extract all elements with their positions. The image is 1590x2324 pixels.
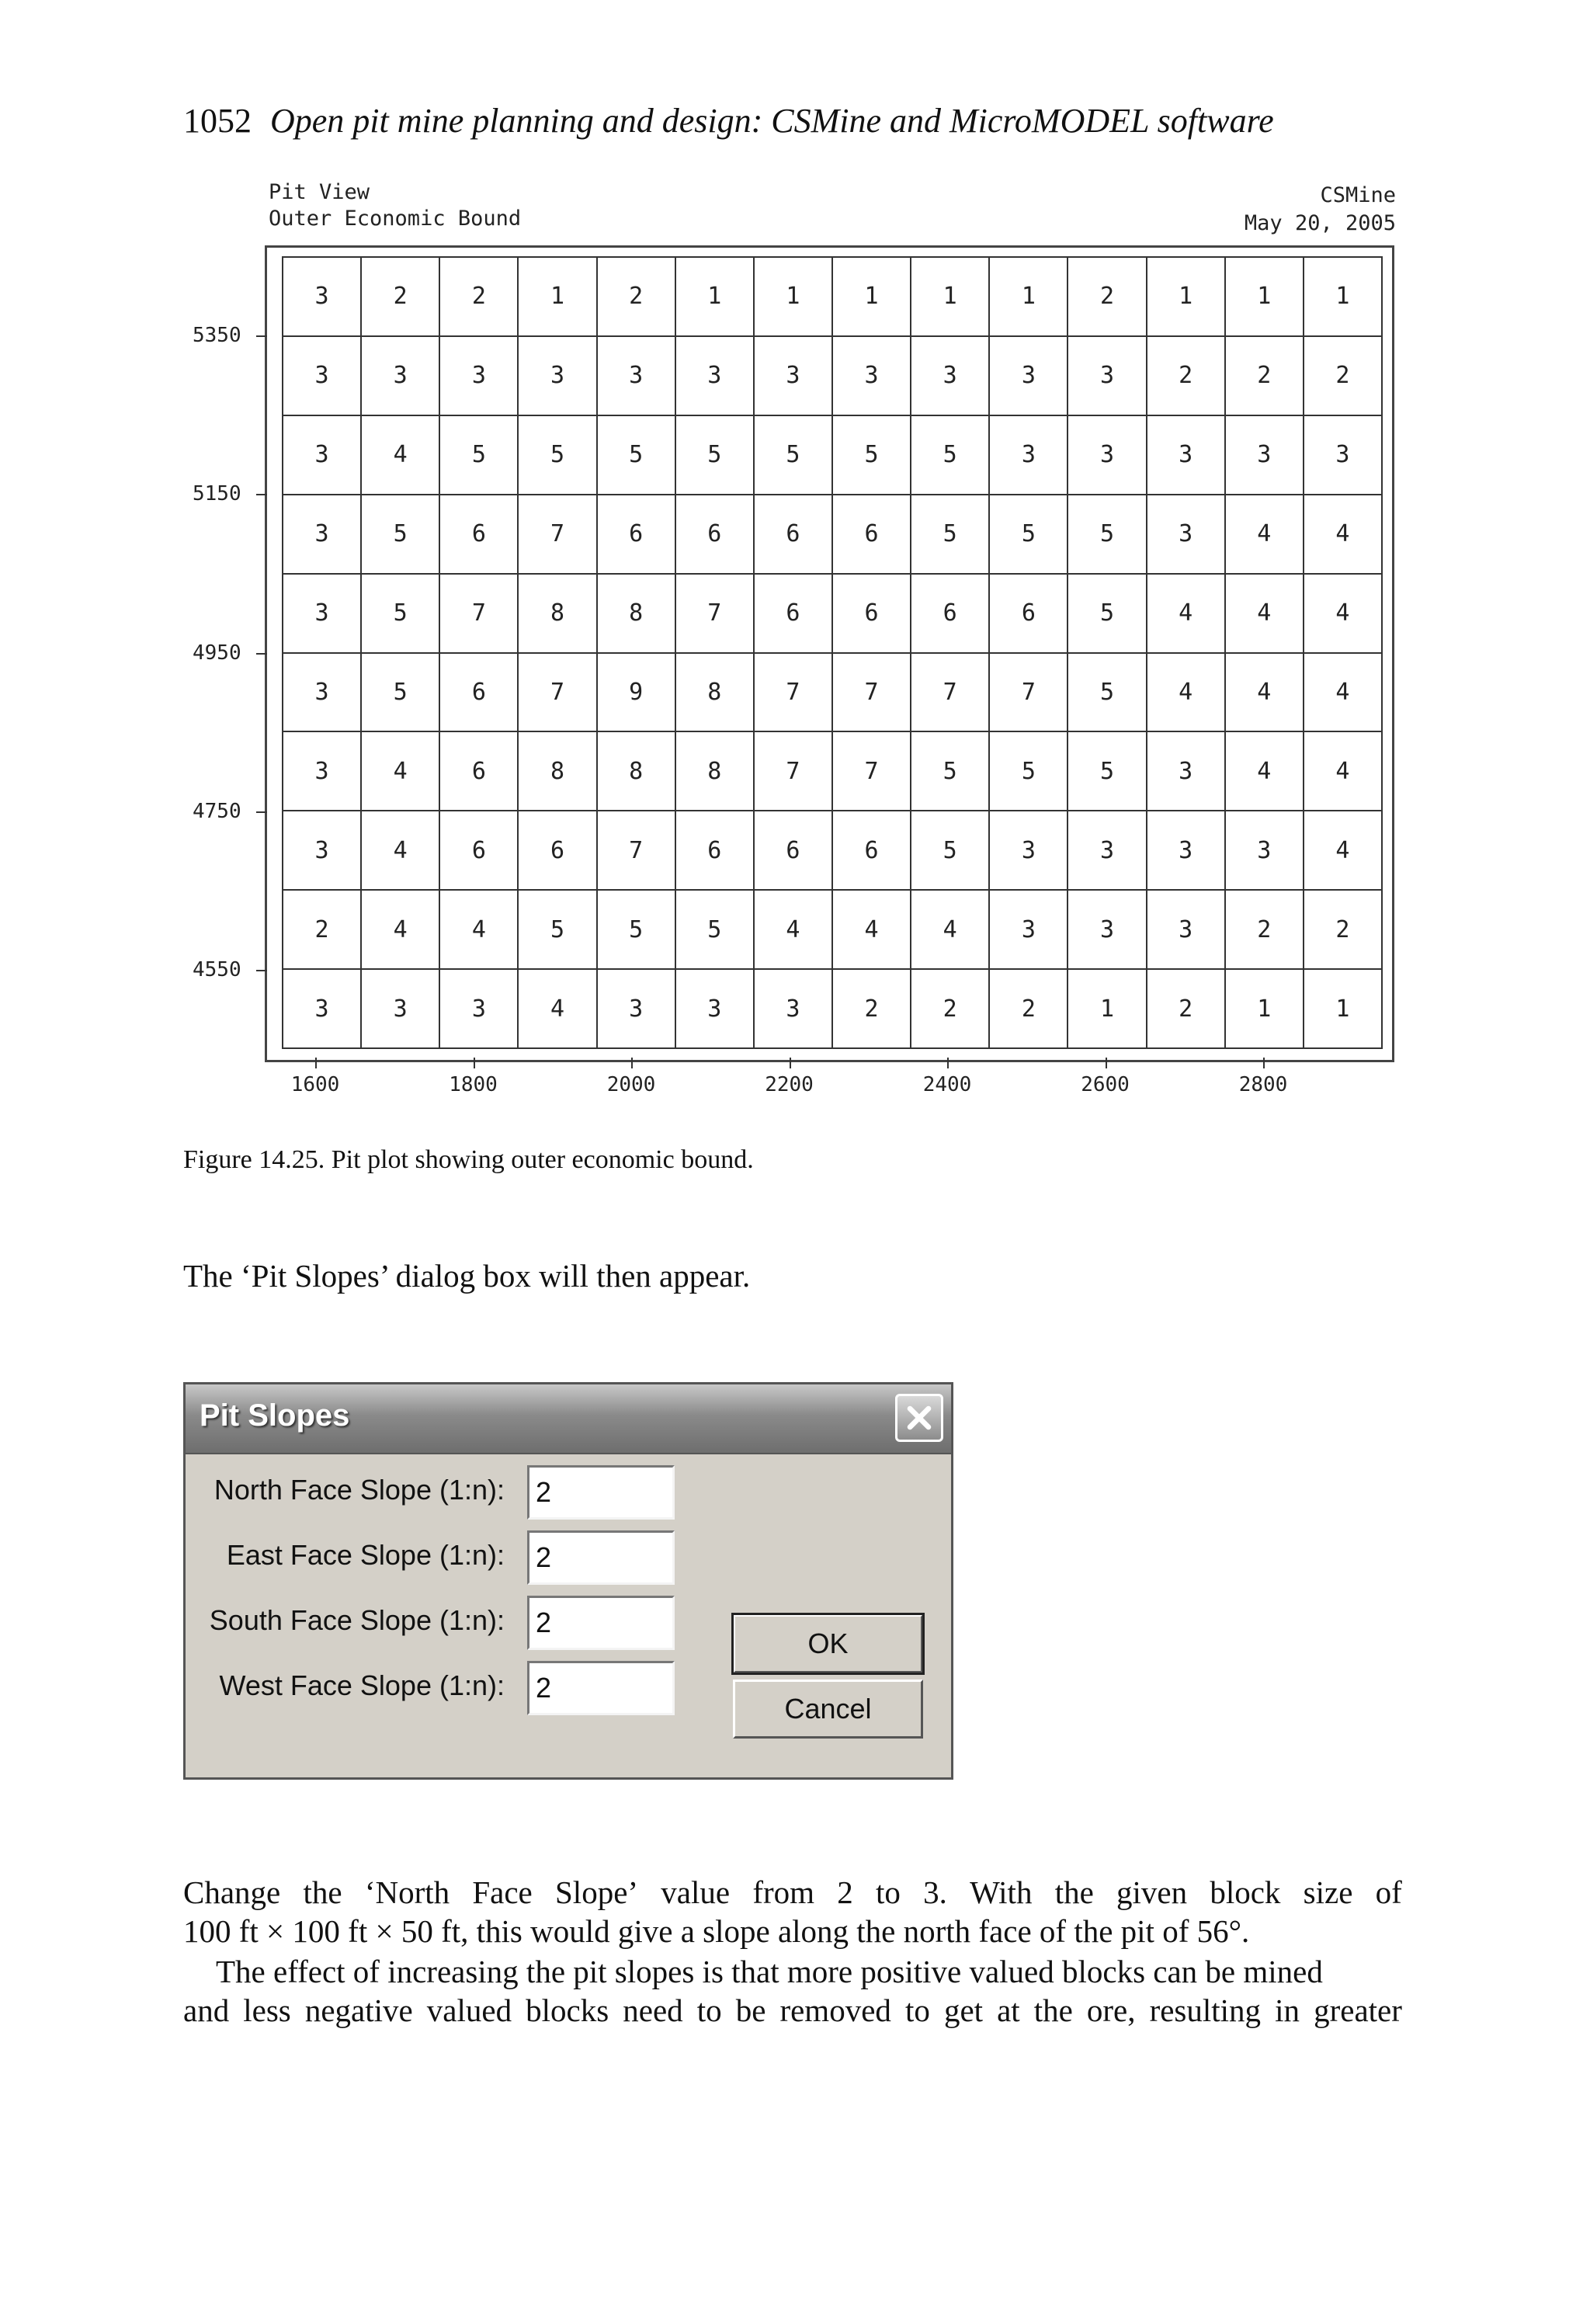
x-tick-mark (1106, 1058, 1107, 1068)
grid-cell: 3 (755, 337, 833, 416)
grid-cell: 3 (833, 337, 911, 416)
grid-cell: 6 (598, 495, 676, 575)
ok-button[interactable]: OK (733, 1614, 923, 1673)
grid-cell: 5 (519, 891, 597, 970)
grid-cell: 3 (283, 654, 362, 733)
grid-cell: 7 (440, 575, 519, 654)
grid-cell: 5 (833, 416, 911, 495)
x-tick-mark (631, 1058, 633, 1068)
south-face-slope-input[interactable] (527, 1596, 675, 1650)
word: be (735, 1992, 766, 2028)
grid-cell: 6 (676, 495, 755, 575)
word: get (943, 1992, 984, 2028)
word: ‘North (364, 1874, 450, 1910)
grid-cell: 5 (911, 416, 990, 495)
grid-cell: 6 (440, 811, 519, 891)
word: removed (779, 1992, 891, 2028)
word: ore, (1086, 1992, 1136, 2028)
grid-cell: 1 (1147, 258, 1226, 337)
grid-cell: 1 (1226, 970, 1304, 1049)
grid-cell: 6 (911, 575, 990, 654)
word: blocks (526, 1992, 609, 2028)
grid-cell: 4 (362, 811, 440, 891)
grid-cell: 6 (833, 495, 911, 575)
grid-cell: 3 (990, 811, 1068, 891)
grid-cell: 5 (1068, 654, 1147, 733)
y-tick-label: 5150 (193, 482, 241, 506)
x-tick-mark (1263, 1058, 1265, 1068)
grid-cell: 7 (519, 654, 597, 733)
y-tick-mark (256, 335, 267, 337)
word: and (183, 1992, 230, 2028)
grid-cell: 2 (1226, 337, 1304, 416)
grid-cell: 4 (362, 891, 440, 970)
grid-cell: 3 (283, 495, 362, 575)
grid-cell: 5 (1068, 575, 1147, 654)
grid-cell: 4 (519, 970, 597, 1049)
y-tick-label: 4750 (193, 799, 241, 823)
grid-cell: 3 (283, 732, 362, 811)
x-tick-label: 2400 (922, 1073, 972, 1096)
grid-cell: 2 (911, 970, 990, 1049)
plot-title: Pit View (269, 180, 370, 204)
grid-cell: 3 (362, 970, 440, 1049)
grid-cell: 2 (362, 258, 440, 337)
body-paragraph-2 (183, 1952, 1402, 2030)
grid-cell: 2 (598, 258, 676, 337)
grid-cell: 4 (1304, 575, 1383, 654)
grid-cell: 2 (1147, 337, 1226, 416)
grid-cell: 3 (755, 970, 833, 1049)
y-tick-mark (256, 653, 267, 655)
grid-cell: 7 (598, 811, 676, 891)
x-tick-label: 1800 (449, 1073, 498, 1096)
grid-cell: 2 (1226, 891, 1304, 970)
grid-cell: 4 (1304, 495, 1383, 575)
x-tick-label: 1600 (290, 1073, 340, 1096)
pit-grid (282, 256, 1383, 1049)
grid-cell: 3 (676, 970, 755, 1049)
grid-cell: 7 (519, 495, 597, 575)
x-tick-label: 2800 (1238, 1073, 1288, 1096)
grid-cell: 7 (676, 575, 755, 654)
intro-paragraph: The ‘Pit Slopes’ dialog box will then appear. (183, 1258, 751, 1294)
grid-cell: 6 (833, 575, 911, 654)
y-tick-label: 5350 (193, 324, 241, 348)
grid-cell: 9 (598, 654, 676, 733)
word: the (1033, 1992, 1073, 2028)
dialog-titlebar[interactable] (186, 1384, 951, 1454)
north-face-slope-input[interactable] (527, 1465, 675, 1520)
grid-cell: 4 (1304, 732, 1383, 811)
grid-cell: 4 (1226, 495, 1304, 575)
grid-cell: 7 (755, 654, 833, 733)
grid-cell: 3 (283, 258, 362, 337)
grid-cell: 2 (440, 258, 519, 337)
grid-cell: 2 (283, 891, 362, 970)
grid-cell: 3 (1068, 891, 1147, 970)
grid-cell: 3 (1304, 416, 1383, 495)
grid-cell: 5 (676, 416, 755, 495)
grid-cell: 1 (1226, 258, 1304, 337)
grid-cell: 3 (598, 337, 676, 416)
grid-cell: 6 (519, 811, 597, 891)
grid-cell: 2 (1147, 970, 1226, 1049)
grid-cell: 4 (1147, 654, 1226, 733)
para1-line1 (183, 1873, 1402, 1912)
plot-app-name: CSMine (1320, 183, 1396, 207)
grid-cell: 5 (362, 575, 440, 654)
grid-cell: 7 (833, 732, 911, 811)
grid-cell: 5 (598, 416, 676, 495)
grid-cell: 3 (283, 970, 362, 1049)
grid-cell: 5 (440, 416, 519, 495)
grid-cell: 4 (362, 416, 440, 495)
word: in (1275, 1992, 1300, 2028)
grid-cell: 3 (1226, 416, 1304, 495)
word: valued (426, 1992, 512, 2028)
grid-cell: 3 (1147, 416, 1226, 495)
word: to (904, 1992, 930, 2028)
y-tick-mark (256, 970, 267, 971)
grid-cell: 3 (283, 337, 362, 416)
grid-cell: 4 (1226, 654, 1304, 733)
x-tick-label: 2200 (765, 1073, 814, 1096)
plot-date: May 20, 2005 (1244, 211, 1396, 235)
cancel-button[interactable]: Cancel (733, 1680, 923, 1739)
grid-cell: 6 (755, 575, 833, 654)
grid-cell: 8 (519, 732, 597, 811)
east-face-slope-input[interactable] (527, 1530, 675, 1585)
grid-cell: 6 (676, 811, 755, 891)
grid-cell: 3 (990, 891, 1068, 970)
west-face-slope-label: West Face Slope (1:n): (219, 1669, 505, 1701)
dialog-title: Pit Slopes (200, 1398, 350, 1433)
word: block (1210, 1874, 1281, 1910)
grid-cell: 1 (833, 258, 911, 337)
grid-cell: 2 (833, 970, 911, 1049)
x-tick-label: 2000 (606, 1073, 656, 1096)
grid-cell: 5 (990, 495, 1068, 575)
grid-cell: 4 (1304, 654, 1383, 733)
word: greater (1314, 1992, 1402, 2028)
grid-cell: 7 (990, 654, 1068, 733)
grid-cell: 3 (1147, 495, 1226, 575)
grid-cell: 3 (990, 337, 1068, 416)
x-tick-mark (790, 1058, 791, 1068)
grid-cell: 4 (362, 732, 440, 811)
grid-cell: 3 (1068, 416, 1147, 495)
grid-cell: 3 (1068, 811, 1147, 891)
word: need (623, 1992, 683, 2028)
y-tick-mark (256, 494, 267, 495)
grid-cell: 3 (1147, 732, 1226, 811)
grid-cell: 2 (1304, 337, 1383, 416)
grid-cell: 6 (440, 732, 519, 811)
grid-cell: 1 (1304, 970, 1383, 1049)
grid-cell: 3 (440, 970, 519, 1049)
x-tick-mark (315, 1058, 317, 1068)
x-tick-label: 2600 (1081, 1073, 1130, 1096)
grid-cell: 5 (1068, 495, 1147, 575)
grid-cell: 2 (990, 970, 1068, 1049)
grid-cell: 1 (755, 258, 833, 337)
grid-cell: 1 (1304, 258, 1383, 337)
grid-cell: 3 (283, 811, 362, 891)
grid-cell: 1 (676, 258, 755, 337)
grid-cell: 8 (598, 732, 676, 811)
grid-cell: 8 (676, 654, 755, 733)
grid-cell: 6 (755, 495, 833, 575)
grid-cell: 3 (1226, 811, 1304, 891)
grid-cell: 3 (519, 337, 597, 416)
grid-cell: 2 (1068, 258, 1147, 337)
grid-cell: 5 (990, 732, 1068, 811)
word: resulting (1149, 1992, 1262, 2028)
figure-caption: Figure 14.25. Pit plot showing outer economic bound. (183, 1145, 754, 1174)
grid-cell: 4 (440, 891, 519, 970)
south-face-slope-label: South Face Slope (1:n): (209, 1604, 505, 1636)
grid-cell: 4 (911, 891, 990, 970)
grid-cell: 6 (755, 811, 833, 891)
grid-cell: 8 (519, 575, 597, 654)
word: Slope’ (555, 1874, 639, 1910)
word: negative (304, 1992, 413, 2028)
grid-cell: 5 (598, 891, 676, 970)
plot-subtitle: Outer Economic Bound (269, 207, 522, 231)
word: 2 (837, 1874, 853, 1910)
grid-cell: 5 (362, 654, 440, 733)
grid-cell: 7 (833, 654, 911, 733)
page-number: 1052 (183, 102, 252, 140)
word: less (243, 1992, 291, 2028)
grid-cell: 5 (911, 811, 990, 891)
grid-cell: 3 (990, 416, 1068, 495)
close-button[interactable] (895, 1394, 943, 1442)
grid-cell: 5 (519, 416, 597, 495)
running-title: Open pit mine planning and design: CSMine and MicroMODEL software (270, 102, 1274, 140)
body-paragraph-1 (183, 1873, 1402, 1951)
grid-cell: 1 (1068, 970, 1147, 1049)
grid-cell: 3 (1147, 891, 1226, 970)
y-tick-label: 4550 (193, 957, 241, 981)
word: the (303, 1874, 342, 1910)
pit-slopes-dialog (183, 1382, 953, 1780)
word: given (1116, 1874, 1188, 1910)
word: size (1303, 1874, 1353, 1910)
grid-cell: 3 (440, 337, 519, 416)
word: to (696, 1992, 722, 2028)
close-icon (906, 1405, 932, 1431)
east-face-slope-label: East Face Slope (1:n): (226, 1539, 505, 1571)
grid-cell: 6 (440, 495, 519, 575)
x-tick-mark (474, 1058, 475, 1068)
word: at (997, 1992, 1020, 2028)
grid-cell: 4 (755, 891, 833, 970)
north-face-slope-label: North Face Slope (1:n): (214, 1474, 505, 1506)
x-tick-mark (947, 1058, 949, 1068)
grid-cell: 3 (283, 575, 362, 654)
word: the (1054, 1874, 1094, 1910)
word: to (875, 1874, 901, 1910)
west-face-slope-input[interactable] (527, 1661, 675, 1715)
grid-cell: 7 (755, 732, 833, 811)
grid-cell: 6 (833, 811, 911, 891)
grid-cell: 3 (1068, 337, 1147, 416)
grid-cell: 5 (911, 495, 990, 575)
grid-cell: 3 (911, 337, 990, 416)
running-header (183, 101, 1274, 141)
word: Face (472, 1874, 533, 1910)
y-tick-label: 4950 (193, 641, 241, 665)
grid-cell: 8 (676, 732, 755, 811)
word: from (752, 1874, 815, 1910)
grid-cell: 3 (1147, 811, 1226, 891)
word: value (661, 1874, 731, 1910)
grid-cell: 6 (990, 575, 1068, 654)
para2-line2 (183, 1991, 1402, 2030)
grid-cell: 5 (676, 891, 755, 970)
grid-cell: 8 (598, 575, 676, 654)
grid-cell: 5 (755, 416, 833, 495)
grid-cell: 7 (911, 654, 990, 733)
grid-cell: 3 (676, 337, 755, 416)
grid-cell: 3 (362, 337, 440, 416)
grid-cell: 6 (440, 654, 519, 733)
grid-cell: 4 (1147, 575, 1226, 654)
grid-cell: 2 (1304, 891, 1383, 970)
grid-cell: 1 (911, 258, 990, 337)
y-tick-mark (256, 811, 267, 813)
grid-cell: 4 (1226, 575, 1304, 654)
word: 3. (923, 1874, 947, 1910)
grid-cell: 3 (598, 970, 676, 1049)
grid-cell: 4 (1304, 811, 1383, 891)
para2-line1: The effect of increasing the pit slopes is that more positive valued blocks can be mined (216, 1954, 1323, 1989)
grid-cell: 5 (911, 732, 990, 811)
para1-line2: 100 ft × 100 ft × 50 ft, this would give a slope along the north face of the pit of 56°. (183, 1913, 1250, 1949)
grid-cell: 1 (519, 258, 597, 337)
grid-cell: 4 (833, 891, 911, 970)
grid-cell: 4 (1226, 732, 1304, 811)
grid-cell: 3 (283, 416, 362, 495)
word: of (1375, 1874, 1402, 1910)
word: Change (183, 1874, 281, 1910)
word: With (970, 1874, 1033, 1910)
grid-cell: 5 (362, 495, 440, 575)
grid-cell: 5 (1068, 732, 1147, 811)
grid-cell: 1 (990, 258, 1068, 337)
